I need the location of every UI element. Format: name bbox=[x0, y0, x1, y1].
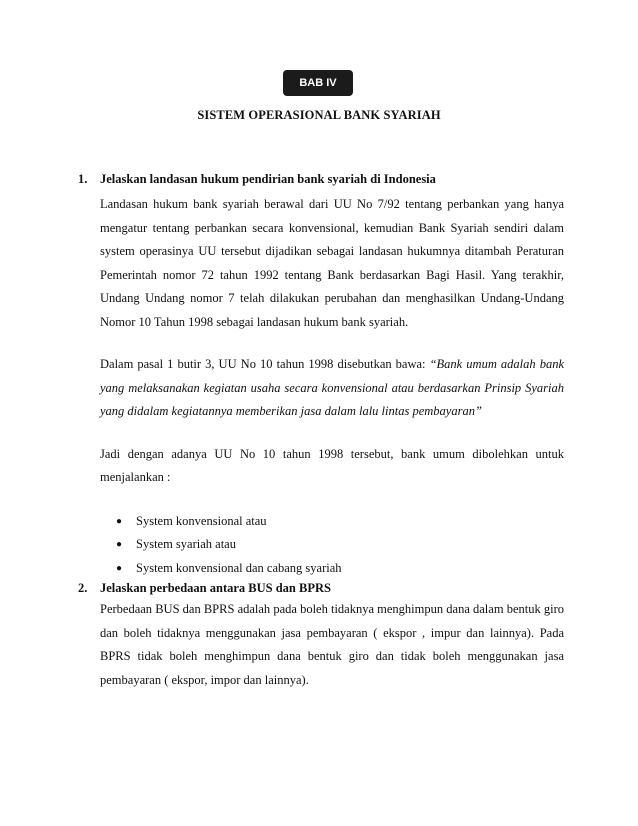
section-1 bbox=[78, 171, 564, 580]
chapter-badge: BAB IV bbox=[283, 70, 353, 96]
page-title: SISTEM OPERASIONAL BANK SYARIAH bbox=[197, 108, 441, 122]
section-2 bbox=[78, 580, 564, 692]
list-item bbox=[116, 533, 564, 557]
list-item bbox=[116, 557, 564, 581]
paragraph-conclusion: Jadi dengan adanya UU No 10 tahun 1998 tersebut, bank umum dibolehkan untuk menjalankan : bbox=[100, 446, 564, 484]
paragraph-pasal bbox=[100, 353, 564, 424]
bullet-list bbox=[116, 510, 564, 581]
question-1-number: 1. bbox=[78, 172, 88, 186]
question-1-text: Jelaskan landasan hukum pendirian bank syariah di Indonesia bbox=[100, 172, 436, 186]
question-2-number: 2. bbox=[78, 581, 88, 595]
paragraph-legal-basis: Landasan hukum bank syariah berawal dari UU No 7/92 tentang perbankan yang hanya mengatur tentang perbankan secara konvensional, kemudian Bank Syariah sendiri dalam system operasinya UU tersebut dijadikan sebagai landasan hukumnya ditambah Peraturan Pemerintah nomor 72 tahun 1992 tentang Bank berdasarkan Bagi Hasil. Yang terakhir, Undang Undang nomor 7 telah dilakukan perubahan dan menghasilkan Undang-Undang Nomor 10 Tahun 1998 sebagai landasan hukum bank syariah. bbox=[100, 197, 564, 329]
list-item-text: System syariah atau bbox=[136, 537, 236, 551]
bullet-icon: ● bbox=[116, 562, 123, 574]
bullet-icon: ● bbox=[116, 515, 123, 527]
list-item-text: System konvensional atau bbox=[136, 513, 267, 528]
question-1 bbox=[78, 171, 564, 188]
paragraph-bus-bprs: Perbedaan BUS dan BPRS adalah pada boleh tidaknya menghimpun dana dalam bentuk giro dan boleh tidaknya menggunakan jasa pembayaran ( ekspor , impur dan lainnya). Pada BPRS tidak boleh menghimpun dana bentuk giro dan tidak boleh menggunakan jasa pembayaran ( ekspor, impor dan lainnya). bbox=[100, 602, 564, 687]
paragraph-pasal-quote: “Bank umum adalah bank yang melaksanakan kegiatan usaha secara konvensional atau berdasarkan Prinsip Syariah yang didalam kegiatannya memberikan jasa dalam lalu lintas pembayaran” bbox=[100, 357, 564, 418]
question-2-text: Jelaskan perbedaan antara BUS dan BPRS bbox=[100, 581, 331, 595]
question-2 bbox=[78, 580, 564, 597]
bullet-icon: ● bbox=[116, 539, 123, 550]
list-item-text: System konvensional dan cabang syariah bbox=[136, 560, 342, 575]
paragraph-pasal-intro: Dalam pasal 1 butir 3, UU No 10 tahun 1998 disebutkan bawa: bbox=[100, 357, 430, 371]
list-item bbox=[116, 510, 564, 534]
